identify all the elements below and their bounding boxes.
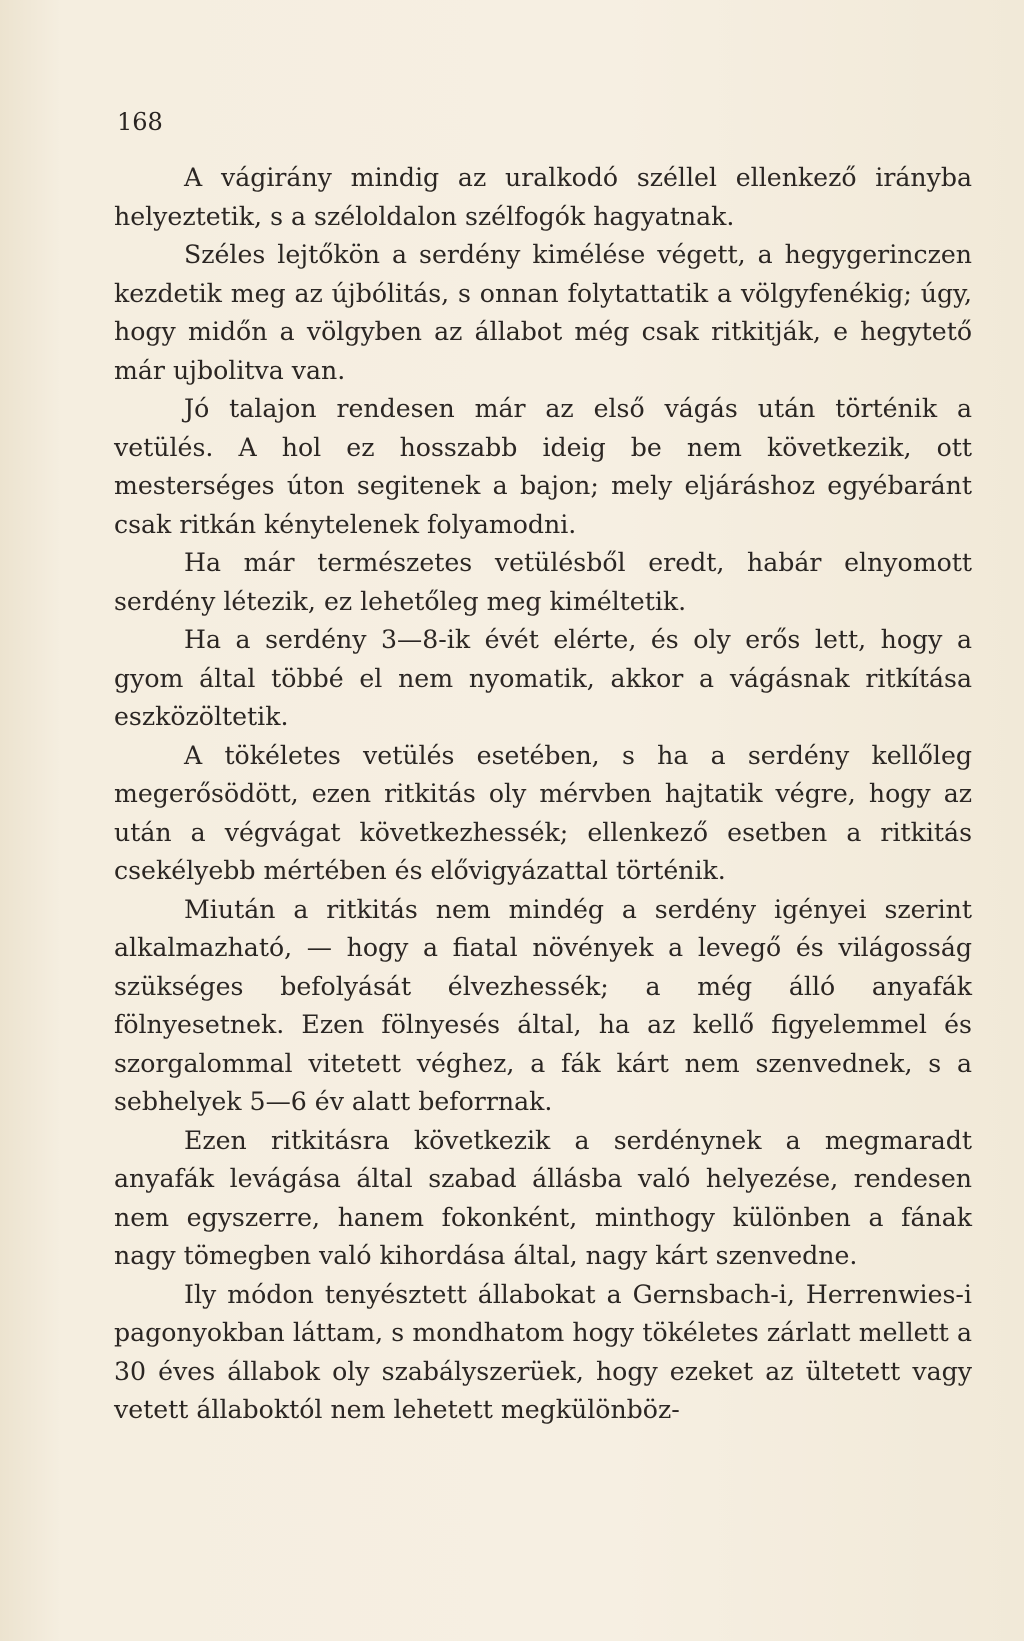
page-number: 168 xyxy=(117,108,163,136)
body-text xyxy=(114,159,972,1430)
paragraph: Ha már természetes vetülésből eredt, habár elnyomott serdény létezik, ez lehetőleg meg kiméltetik. xyxy=(114,548,972,616)
paragraph: Jó talajon rendesen már az első vágás után történik a vetülés. A hol ez hosszabb ideig be nem következik, ott mesterséges úton segitenek a bajon; mely eljáráshoz egyébaránt csak ritkán kénytelenek folyamodni. xyxy=(114,394,972,539)
paragraph: Ezen ritkitásra következik a serdénynek a megmaradt anyafák levágása által szabad állásba való helyezése, rendesen nem egyszerre, hanem fokonként, minthogy különben a fának nagy tömegben való kihordása által, nagy kárt szenvedne. xyxy=(114,1125,972,1270)
paragraph: A tökéletes vetülés esetében, s ha a serdény kellőleg megerősödött, ezen ritkitás oly mérvben hajtatik végre, hogy az után a végvágat következhessék; ellenkező esetben a ritkitás csekélyebb mértében és elővigyázattal történik. xyxy=(114,740,972,885)
paragraph: A vágirány mindig az uralkodó széllel ellenkező irányba helyeztetik, s a széloldalon szélfogók hagyatnak. xyxy=(114,163,972,231)
paragraph: Széles lejtőkön a serdény kimélése végett, a hegygerinczen kezdetik meg az újbólitás, s onnan folytattatik a völgyfenékig; úgy, hogy midőn a völgyben az állabot még csak ritkitják, e hegytető már ujbolitva van. xyxy=(114,240,972,385)
paragraph: Ily módon tenyésztett állabokat a Gernsbach-i, Herrenwies-i pagonyokban láttam, s mondhatom hogy tökéletes zárlatt mellett a 30 éves állabok oly szabályszerüek, hogy ezeket az ültetett vagy vetett állaboktól nem lehetett megkülönböz- xyxy=(114,1279,972,1424)
paragraph: Miután a ritkitás nem mindég a serdény igényei szerint alkalmazható, — hogy a fiatal növények a levegő és világosság szükséges befolyását élvezhessék; a még álló anyafák fölnyesetnek. Ezen fölnyesés által, ha az kellő figyelemmel és szorgalommal vitetett véghez, a fák kárt nem szenvednek, s a sebhelyek 5—6 év alatt beforrnak. xyxy=(114,894,972,1116)
paragraph: Ha a serdény 3—8-ik évét elérte, és oly erős lett, hogy a gyom által többé el nem nyomatik, akkor a vágásnak ritkítása eszközöltetik. xyxy=(114,625,972,731)
